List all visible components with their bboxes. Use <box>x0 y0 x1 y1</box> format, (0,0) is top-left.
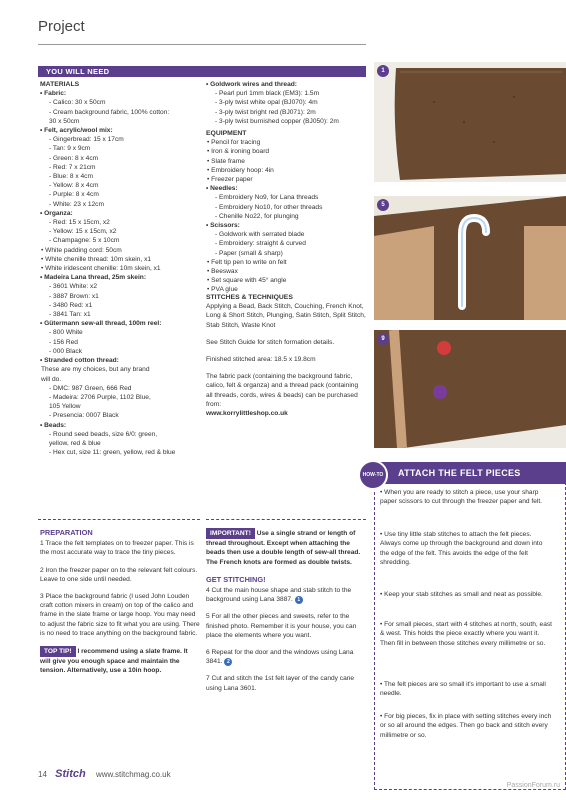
list-item: • PVA glue <box>207 286 238 294</box>
photo-ref-badge: 2 <box>224 658 232 666</box>
page-number: 14 <box>38 770 47 779</box>
list-item: 30 x 50cm <box>49 117 80 125</box>
french-knots-photo <box>374 330 566 448</box>
stitch-step-4-text: 4 Cut the main house shape and stab stitch to the background using Lana 3887. <box>206 587 352 604</box>
step-photo-1 <box>374 62 566 182</box>
important-divider <box>206 519 366 520</box>
list-item: - Green: 8 x 4cm <box>49 154 99 162</box>
howto-bullet-2: • Keep your stab stitches as small and neat as possible. <box>380 591 543 598</box>
list-item: • Felt tip pen to write on felt <box>207 258 287 266</box>
howto-bullet-3: • For small pieces, start with 4 stitches at north, south, east & west. This holds the piece exactly where you want it. Then fill in between those stitches every millimetre or so. <box>380 621 552 647</box>
list-item: - Goldwork with serrated blade <box>215 231 305 239</box>
stitches-section <box>206 293 366 418</box>
list-item: • White padding cord: 50cm <box>41 246 122 254</box>
list-item: • Pencil for tracing <box>207 139 261 147</box>
howto-title: ATTACH THE FELT PIECES <box>398 468 521 478</box>
list-item: - 156 Red <box>49 338 78 346</box>
preparation-heading: PREPARATION <box>40 528 93 537</box>
stitch-guide-note: See Stitch Guide for stitch formation details. <box>206 338 335 346</box>
get-stitching-heading: GET STITCHING! <box>206 574 266 584</box>
list-item: - Yellow: 8 x 4cm <box>49 182 99 190</box>
list-item: • Set square with 45° angle <box>207 277 287 285</box>
list-item: These are my choices, but any brand <box>41 366 150 374</box>
prep-step-2: 2 Iron the freezer paper on to the relevant felt colours. Leave to one side until needed. <box>40 566 198 583</box>
list-item: • Beads: <box>40 421 67 429</box>
top-tip-text: I recommend using a slate frame. It will give you enough space and maintain the tension. Alternatively, use a 10in hoop. <box>40 648 188 675</box>
materials-column <box>40 80 200 457</box>
equipment-section <box>206 129 366 295</box>
list-item: • Goldwork wires and thread: <box>206 81 297 88</box>
list-item: - Embroidery No9, for Lana threads <box>215 194 319 202</box>
page-footer <box>38 768 171 780</box>
list-item: - Purple: 8 x 4cm <box>49 191 99 199</box>
list-item: - 3-ply twist bright red (BJ071): 2m <box>215 108 316 116</box>
list-item: • Needles: <box>206 185 238 193</box>
list-item: - Pearl purl 1mm black (EM3): 1.5m <box>215 90 320 98</box>
list-item: - 000 Black <box>49 347 82 355</box>
list-item: - 3-ply twist burnished copper (BJ050): 2m <box>215 117 339 125</box>
important-tag: IMPORTANT! <box>206 528 255 539</box>
list-item: - Embroidery No10, for other threads <box>215 203 323 211</box>
list-item: • Freezer paper <box>207 176 253 184</box>
list-item: - 3841 Tan: x1 <box>49 311 91 319</box>
list-item: - Calico: 30 x 50cm <box>49 99 106 107</box>
list-item: - Cream background fabric, 100% cotton: <box>49 108 170 116</box>
list-item: - Madeira: 2706 Purple, 1102 Blue, <box>49 393 151 401</box>
step-photo-9 <box>374 330 566 448</box>
list-item: • Beeswax <box>207 268 238 276</box>
top-tip <box>40 646 200 676</box>
prep-step-1: 1 Trace the felt templates on to freezer paper. This is the most accurate way to trace the tiny pieces. <box>40 540 194 557</box>
you-will-need-bar: YOU WILL NEED <box>38 66 366 77</box>
howto-bullet-5: • For big pieces, fix in place with setting stitches every inch or so all around the edges. Then go back and stitch every millimetre or so. <box>380 713 552 739</box>
step-number-badge: 1 <box>377 65 389 77</box>
preparation-section <box>40 528 200 676</box>
stitching-section <box>206 528 366 701</box>
candy-cane-photo <box>374 196 566 320</box>
important-note <box>206 528 366 567</box>
list-item: • Fabric: <box>40 90 67 98</box>
list-item: - Chenille No22, for plunging <box>215 212 299 220</box>
felt-house-photo <box>374 62 566 182</box>
list-item: yellow, red & blue <box>49 439 101 447</box>
list-item: - 3601 White: x2 <box>49 283 98 291</box>
footer-url[interactable]: www.stitchmag.co.uk <box>95 770 171 779</box>
list-item: - 800 White <box>49 329 83 337</box>
list-item: - Round seed beads, size 6/0: green, <box>49 430 158 438</box>
prep-step-3: 3 Place the background fabric (I used John Louden craft cotton mixers in cream) on top of the calico and frame in the slate frame or large hoop. You may need to adjust the fabric size to fit what you are using. There is no need to trace anything on the background fabric. <box>40 593 200 637</box>
list-item: • Madeira Lana thread, 25m skein: <box>40 274 147 282</box>
list-item: - DMC: 987 Green, 666 Red <box>49 384 132 392</box>
list-item: • Stranded cotton thread: <box>40 357 119 365</box>
header-rule <box>38 44 366 45</box>
list-item: • Organza: <box>40 209 73 217</box>
list-item: - White: 23 x 12cm <box>49 200 104 208</box>
howto-bullet-1: • Use tiny little stab stitches to attach the felt pieces. Always come up through the background and down into the edge of the felt. This avoids the edge of the felt shredding. <box>380 531 543 567</box>
list-item: • White chenille thread: 10m skein, x1 <box>41 255 152 263</box>
list-item: - Red: 15 x 15cm, x2 <box>49 219 110 227</box>
list-item: - 3480 Red: x1 <box>49 301 93 309</box>
list-item: - Blue: 8 x 4cm <box>49 173 93 181</box>
pack-info: The fabric pack (containing the background fabric, calico, felt & organza) and a thread pack (containing all threads, cords, wires & beads) can be purchased from: <box>206 373 359 408</box>
list-item: • Gütermann sew-all thread, 100m reel: <box>40 320 162 328</box>
stitch-step-7: 7 Cut and stitch the 1st felt layer of the candy cane using Lana 3601. <box>206 675 355 692</box>
stitch-step-6 <box>206 648 366 666</box>
top-tip-tag: TOP TIP! <box>40 646 76 657</box>
list-item: - Tan: 9 x 9cm <box>49 145 91 153</box>
stitch-step-6-text: 6 Repeat for the door and the windows using Lana 3841. <box>206 649 354 666</box>
step-photo-5 <box>374 196 566 320</box>
stitches-body: Applying a Bead, Back Stitch, Couching, French Knot, Long & Short Stitch, Plunging, Satin Stitch, Split Stitch, Stab Stitch, Waste Knot <box>206 303 366 329</box>
equipment-heading: EQUIPMENT <box>206 130 247 137</box>
howto-intro: • When you are ready to stitch a piece, use your sharp paper scissors to cut through the freezer paper and felt. <box>380 489 543 506</box>
stitch-logo: Stitch <box>55 768 86 780</box>
equipment-column <box>206 80 366 126</box>
stitch-step-5: 5 For all the other pieces and sweets, refer to the finished photo. Remember it is your house, you can place the elements where you want. <box>206 613 357 639</box>
materials-heading: MATERIALS <box>40 81 80 88</box>
list-item: • White iridescent chenille: 10m skein, x1 <box>41 265 161 273</box>
list-item: • Scissors: <box>206 222 240 230</box>
list-item: - Presencia: 0007 Black <box>49 412 119 420</box>
photo-ref-badge: 1 <box>295 596 303 604</box>
list-item: - Paper (small & sharp) <box>215 249 283 257</box>
step-number-badge: 9 <box>377 333 389 345</box>
watermark: PassionForum.ru <box>506 782 560 789</box>
finished-size: Finished stitched area: 18.5 x 19.8cm <box>206 356 316 364</box>
list-item: - Embroidery: straight & curved <box>215 240 306 248</box>
list-item: - 3-ply twist white opal (BJ070): 4m <box>215 99 318 107</box>
list-item: - Champagne: 5 x 10cm <box>49 237 120 245</box>
list-item: - Red: 7 x 21cm <box>49 163 96 171</box>
list-item: - Hex cut, size 11: green, yellow, red & blue <box>49 449 176 457</box>
list-item: - Yellow: 15 x 15cm, x2 <box>49 228 117 236</box>
list-item: - 3887 Brown: x1 <box>49 292 99 300</box>
list-item: will do. <box>41 375 62 383</box>
list-item: • Slate frame <box>207 157 245 165</box>
important-text: Use a single strand or length of thread throughout. Except when attaching the beads then use a double length of sew-all thread. The French knots are formed as double twists. <box>206 530 361 566</box>
shop-link[interactable]: www.korrylittleshop.co.uk <box>206 410 288 418</box>
list-item: • Iron & ironing board <box>207 148 270 156</box>
list-item: • Felt, acrylic/wool mix: <box>40 127 113 135</box>
list-item: 105 Yellow <box>49 403 81 411</box>
list-item: • Embroidery hoop: 4in <box>207 166 274 174</box>
howto-badge: HOW-TO <box>358 460 388 490</box>
stitches-heading: STITCHES & TECHNIQUES <box>206 294 293 301</box>
stitch-step-4 <box>206 586 366 604</box>
list-item: - Gingerbread: 15 x 17cm <box>49 136 124 144</box>
step-number-badge: 5 <box>377 199 389 211</box>
howto-bullet-4: • The felt pieces are so small it's important to use a small needle. <box>380 681 546 698</box>
page-header-title: Project <box>38 18 85 35</box>
prep-divider <box>38 519 200 520</box>
